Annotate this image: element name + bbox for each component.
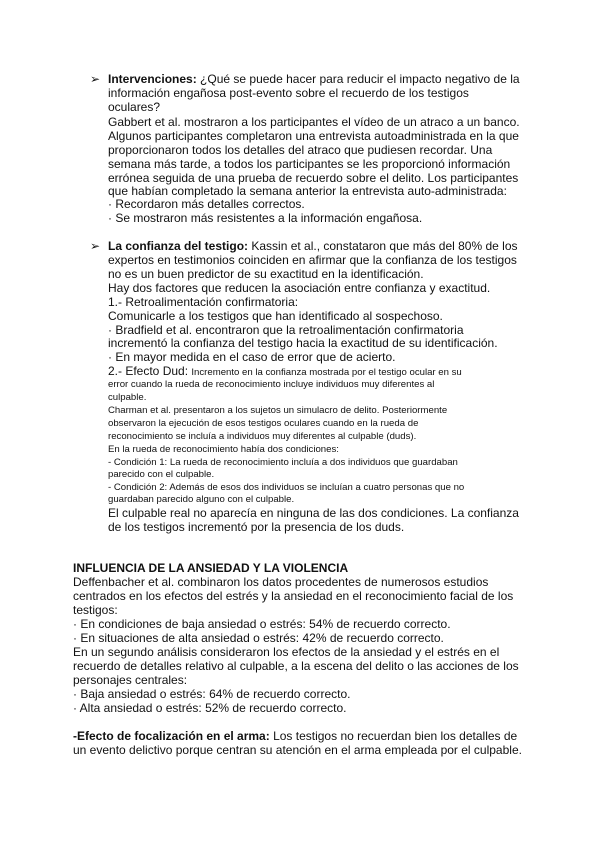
section2-small-line: observaron la ejecución de esos testigos oculares cuando en la rueda de [108,418,419,429]
section2-body-line: · En mayor medida en el caso de error que de acierto. [108,350,396,364]
section3-body-line: Deffenbacher et al. combinaron los datos procedentes de numerosos estudios [73,575,489,589]
section2-heading: La confianza del testigo: [108,239,249,253]
section1-line2: información engañosa post-evento sobre el recuerdo de los testigos [108,86,469,100]
section2-body-line: incrementó la confianza del testigo hacia la exactitud de su identificación. [108,336,498,350]
focus-effect-line1 [73,730,517,743]
section2-small-line: En la rueda de reconocimiento había dos condiciones: [108,444,339,455]
section1-list-item: · Se mostraron más resistentes a la información engañosa. [108,211,423,225]
focus-effect-text: Los testigos no recuerdan bien los detalles de [269,729,518,743]
section3-list-item: · En condiciones de baja ansiedad o estrés: 54% de recuerdo correcto. [73,617,451,631]
section2-small-line: Charman et al. presentaron a los sujetos un simulacro de delito. Posteriormente [108,405,448,416]
focus-effect-line2: un evento delictivo porque centran su atención en el arma empleada por el culpable. [73,743,522,757]
section2-dud-line [108,365,462,379]
section1-body-line: Gabbert et al. mostraron a los participantes el vídeo de un atraco a un banco. [108,115,520,129]
section3-body-line: testigos: [73,603,118,617]
section2-closing-line: El culpable real no aparecía en ninguna de las dos condiciones. La confianza [108,506,519,520]
section3-body-line: En un segundo análisis consideraron los efectos de la ansiedad y el estrés en el [73,645,500,659]
arrow-bullet-icon: ➢ [90,239,101,253]
section2-body-line: 1.- Retroalimentación confirmatoria: [108,295,299,309]
section2-small-line: reconocimiento se incluía a individuos muy diferentes al culpable (duds). [108,431,417,442]
section2-line1 [108,240,518,253]
section2-small-line: error cuando la rueda de reconocimiento incluye individuos muy diferentes al [108,379,435,390]
focus-effect-heading: -Efecto de focalización en el arma: [73,729,270,743]
section3-list-item: · Baja ansiedad o estrés: 64% de recuerdo correcto. [73,687,351,701]
section1-list-item: · Recordaron más detalles correctos. [108,197,305,211]
section3-list-item: · Alta ansiedad o estrés: 52% de recuerdo correcto. [73,701,347,715]
section2-line1-text: Kassin et al., constataron que más del 80% de los [248,239,518,253]
dud-definition: Incremento en la confianza mostrada por el testigo ocular en su [191,367,462,378]
section1-line1-text: ¿Qué se puede hacer para reducir el impacto negativo de la [196,72,520,86]
dud-label: 2.- Efecto Dud: [108,364,192,378]
section1-body-line: semana más tarde, a todos los participantes se les proporcionó información [108,157,511,171]
section2-small-line: culpable. [108,392,147,403]
section1-body-line: errónea seguida de una prueba de recuerdo sobre el delito. Los participantes [108,171,519,185]
section2-small-line: guardaban parecido alguno con el culpable. [108,494,295,505]
section2-body-line: Comunicarle a los testigos que han identificado al sospechoso. [108,309,443,323]
section1-line1 [108,73,520,86]
section1-body-line: que habían completado la semana anterior la entrevista auto-administrada: [108,184,507,198]
section3-list-item: · En situaciones de alta ansiedad o estrés: 42% de recuerdo correcto. [73,631,444,645]
arrow-bullet-icon: ➢ [90,72,101,86]
section1-heading: Intervenciones: [108,72,197,86]
section2-small-line: - Condición 1: La rueda de reconocimiento incluía a dos individuos que guardaban [108,457,458,468]
section2-line2: expertos en testimonios coinciden en afirmar que la confianza de los testigos [108,253,517,267]
section2-small-line: - Condición 2: Además de esos dos individuos se incluían a cuatro personas que no [108,482,465,493]
section2-small-line: parecido con el culpable. [108,469,215,480]
section1-line3: oculares? [108,100,161,114]
section2-line3: no es un buen predictor de su exactitud en la identificación. [108,267,424,281]
section2-body-line: Hay dos factores que reducen la asociación entre confianza y exactitud. [108,281,491,295]
section1-body-line: proporcionaron todos los detalles del atraco que pudiesen recordar. Una [108,143,493,157]
section3-body-line: recuerdo de detalles relativo al culpable, a la escena del delito o las acciones de los [73,659,519,673]
section2-body-line: · Bradfield et al. encontraron que la retroalimentación confirmatoria [108,323,464,337]
section3-body-line: personajes centrales: [73,673,188,687]
section3-title: INFLUENCIA DE LA ANSIEDAD Y LA VIOLENCIA [73,561,349,575]
section2-closing-line: de los testigos incrementó por la presencia de los duds. [108,520,405,534]
section3-body-line: centrados en los efectos del estrés y la ansiedad en el reconocimiento facial de los [73,589,514,603]
section1-body-line: Algunos participantes completaron una entrevista autoadministrada en la que [108,129,519,143]
